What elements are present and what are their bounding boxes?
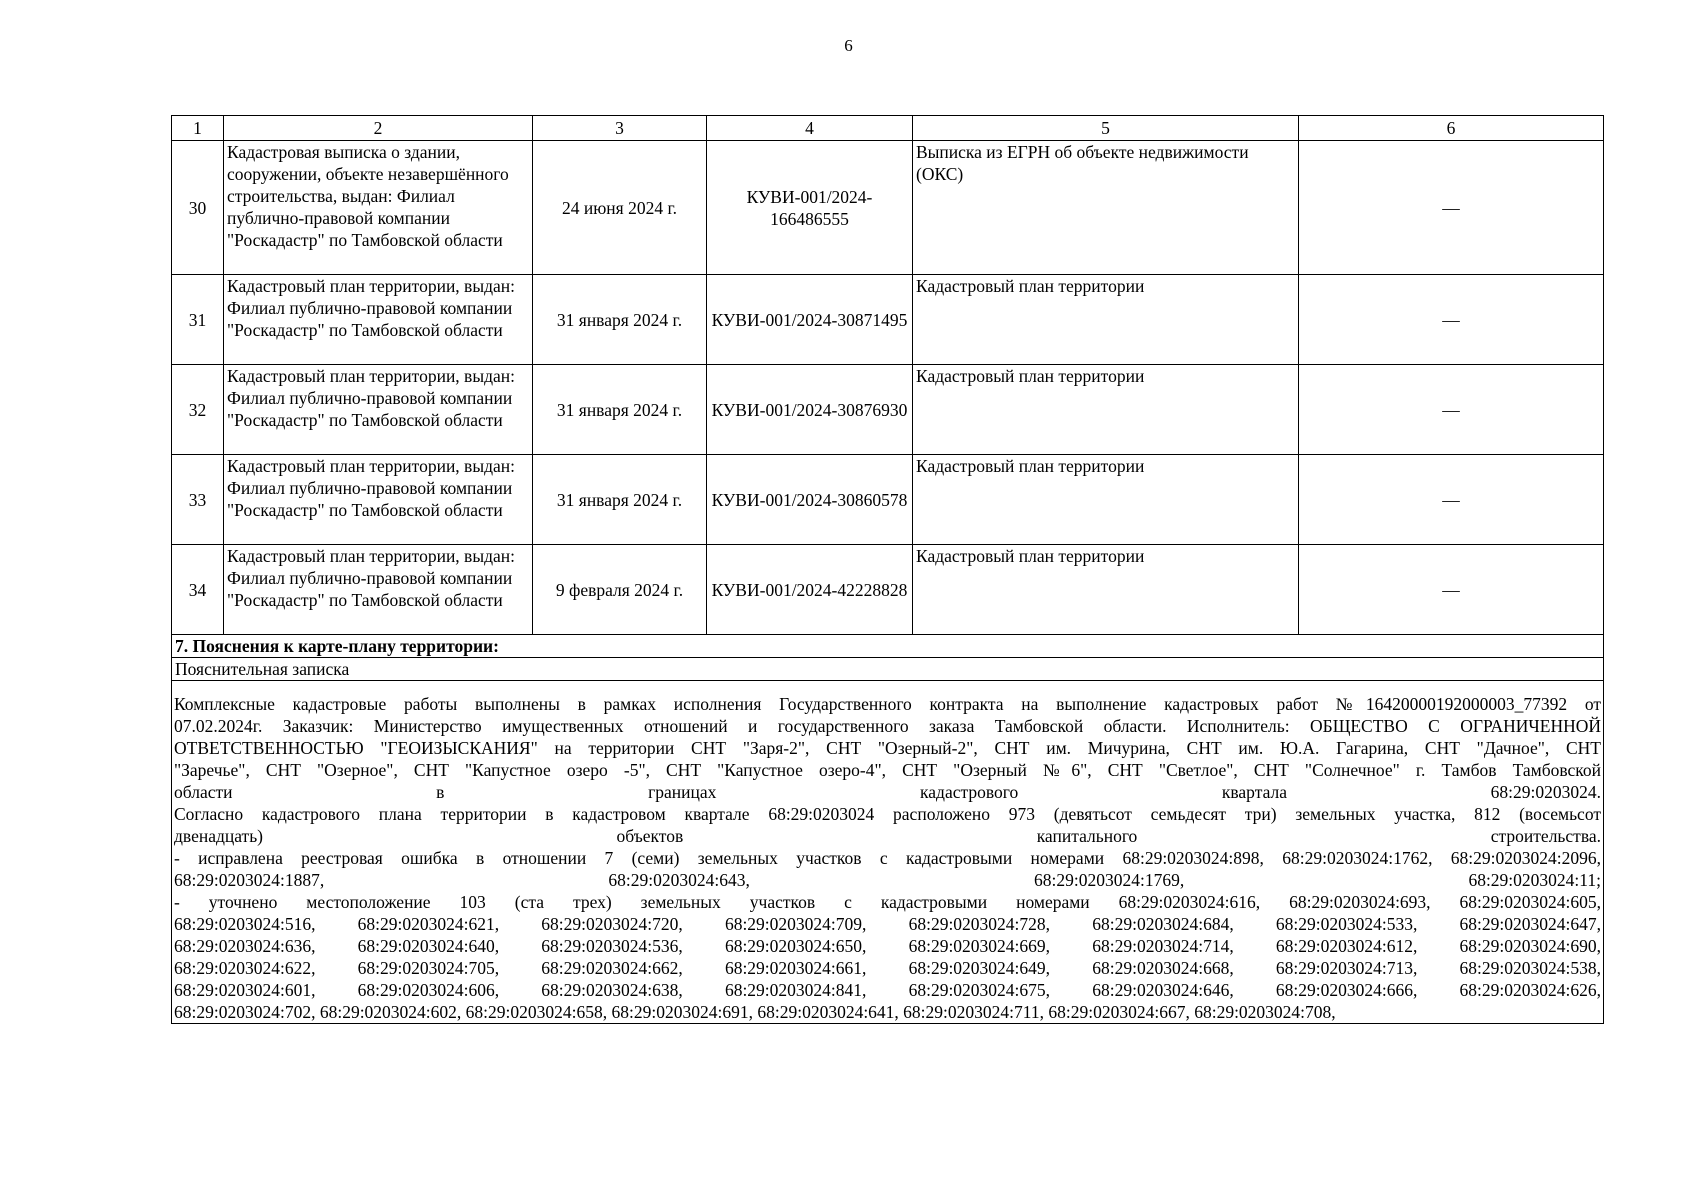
note-line: 68:29:0203024:702, 68:29:0203024:602, 68:29:0203024:658, 68:29:0203024:691, 68:29:0203024:641, 68:29:0203024:711, 68:29:0203024:667, 68:29:0203024:708,: [174, 1002, 1336, 1022]
document-date: 31 января 2024 г.: [533, 365, 707, 455]
table-row: [172, 455, 1604, 545]
note-line: 68:29:0203024:1887, 68:29:0203024:643, 68:29:0203024:1769, 68:29:0203024:11;: [174, 870, 1601, 890]
note-line: - исправлена реестровая ошибка в отношении 7 (семи) земельных участков с кадастровыми номерами 68:29:0203024:898, 68:29:0203024:1762, 68:29:0203024:2096,: [174, 848, 1601, 868]
note-line: Согласно кадастрового плана территории в кадастровом квартале 68:29:0203024 расположено 973 (девятьсот семьдесят три) земельных участка, 812 (восемьсот: [174, 804, 1601, 824]
row-number: 32: [172, 365, 224, 455]
document-name: Кадастровая выписка о здании, сооружении, объекте незавершённого строительства, выдан: Филиал публично-правовой компании "Роскадастр" по Тамбовской области: [224, 141, 533, 275]
section-subtitle: Пояснительная записка: [172, 658, 1604, 681]
table-row: [172, 545, 1604, 635]
table-row: [172, 365, 1604, 455]
document-name: Кадастровый план территории, выдан: Филиал публично-правовой компании "Роскадастр" по Тамбовской области: [224, 365, 533, 455]
document-number: КУВИ-001/2024-30876930: [707, 365, 913, 455]
section-subtitle-row: [172, 658, 1604, 681]
document-description: Кадастровый план территории: [913, 275, 1299, 365]
row-number: 30: [172, 141, 224, 275]
row-number: 33: [172, 455, 224, 545]
document-note: —: [1299, 455, 1604, 545]
note-line: 07.02.2024г. Заказчик: Министерство имущественных отношений и государственного заказа Тамбовской области. Исполнитель: ОБЩЕСТВО С ОГРАНИЧЕННОЙ: [174, 716, 1601, 736]
column-header: 2: [224, 116, 533, 141]
note-line: 68:29:0203024:622, 68:29:0203024:705, 68:29:0203024:662, 68:29:0203024:661, 68:29:0203024:649, 68:29:0203024:668, 68:29:0203024:713, 68:29:0203024:538,: [174, 958, 1601, 978]
document-description: Кадастровый план территории: [913, 455, 1299, 545]
column-header: 1: [172, 116, 224, 141]
note-line: двенадцать) объектов капитального строительства.: [174, 826, 1601, 846]
document-number: КУВИ-001/2024-42228828: [707, 545, 913, 635]
note-line: области в границах кадастрового квартала 68:29:0203024.: [174, 782, 1601, 802]
document-name: Кадастровый план территории, выдан: Филиал публично-правовой компании "Роскадастр" по Тамбовской области: [224, 455, 533, 545]
column-header: 4: [707, 116, 913, 141]
column-header: 5: [913, 116, 1299, 141]
document-description: Кадастровый план территории: [913, 365, 1299, 455]
table-row: [172, 141, 1604, 275]
document-note: —: [1299, 141, 1604, 275]
page-number: 6: [844, 36, 853, 55]
section-title: 7. Пояснения к карте-плану территории:: [172, 635, 1604, 658]
document-number: КУВИ-001/2024-30871495: [707, 275, 913, 365]
note-line: - уточнено местоположение 103 (ста трех) земельных участков с кадастровыми номерами 68:29:0203024:616, 68:29:0203024:693, 68:29:0203024:605,: [174, 892, 1601, 912]
document-description: Выписка из ЕГРН об объекте недвижимости (ОКС): [913, 141, 1299, 275]
document-note: —: [1299, 365, 1604, 455]
row-number: 31: [172, 275, 224, 365]
document-note: —: [1299, 545, 1604, 635]
note-line: ОТВЕТСТВЕННОСТЬЮ "ГЕОИЗЫСКАНИЯ" на территории СНТ "Заря-2", СНТ "Озерный-2", СНТ им. Мичурина, СНТ им. Ю.А. Гагарина, СНТ "Дачное", СНТ: [174, 738, 1601, 758]
document-number: КУВИ-001/2024-30860578: [707, 455, 913, 545]
explanatory-note-row: [172, 681, 1604, 1024]
documents-table: [171, 115, 1604, 1024]
column-header: 3: [533, 116, 707, 141]
document-description: Кадастровый план территории: [913, 545, 1299, 635]
document-date: 31 января 2024 г.: [533, 275, 707, 365]
document-name: Кадастровый план территории, выдан: Филиал публично-правовой компании "Роскадастр" по Тамбовской области: [224, 545, 533, 635]
row-number: 34: [172, 545, 224, 635]
document-name: Кадастровый план территории, выдан: Филиал публично-правовой компании "Роскадастр" по Тамбовской области: [224, 275, 533, 365]
note-line: 68:29:0203024:516, 68:29:0203024:621, 68:29:0203024:720, 68:29:0203024:709, 68:29:0203024:728, 68:29:0203024:684, 68:29:0203024:533, 68:29:0203024:647,: [174, 914, 1601, 934]
note-line: Комплексные кадастровые работы выполнены в рамках исполнения Государственного контракта на выполнение кадастровых работ №16420000192000003_77392 от: [174, 694, 1601, 714]
document-date: 9 февраля 2024 г.: [533, 545, 707, 635]
document-date: 31 января 2024 г.: [533, 455, 707, 545]
note-line: 68:29:0203024:636, 68:29:0203024:640, 68:29:0203024:536, 68:29:0203024:650, 68:29:0203024:669, 68:29:0203024:714, 68:29:0203024:612, 68:29:0203024:690,: [174, 936, 1601, 956]
table-header-row: [172, 116, 1604, 141]
column-header: 6: [1299, 116, 1604, 141]
note-line: 68:29:0203024:601, 68:29:0203024:606, 68:29:0203024:638, 68:29:0203024:841, 68:29:0203024:675, 68:29:0203024:646, 68:29:0203024:666, 68:29:0203024:626,: [174, 980, 1601, 1000]
document-date: 24 июня 2024 г.: [533, 141, 707, 275]
note-line: "Заречье", СНТ "Озерное", СНТ "Капустное озеро -5", СНТ "Капустное озеро-4", СНТ "Озерный №6", СНТ "Светлое", СНТ "Солнечное" г. Тамбов Тамбовской: [174, 760, 1601, 780]
explanatory-note: [172, 681, 1604, 1024]
table-row: [172, 275, 1604, 365]
section-title-row: [172, 635, 1604, 658]
document-number: КУВИ-001/2024-166486555: [707, 141, 913, 275]
document-note: —: [1299, 275, 1604, 365]
